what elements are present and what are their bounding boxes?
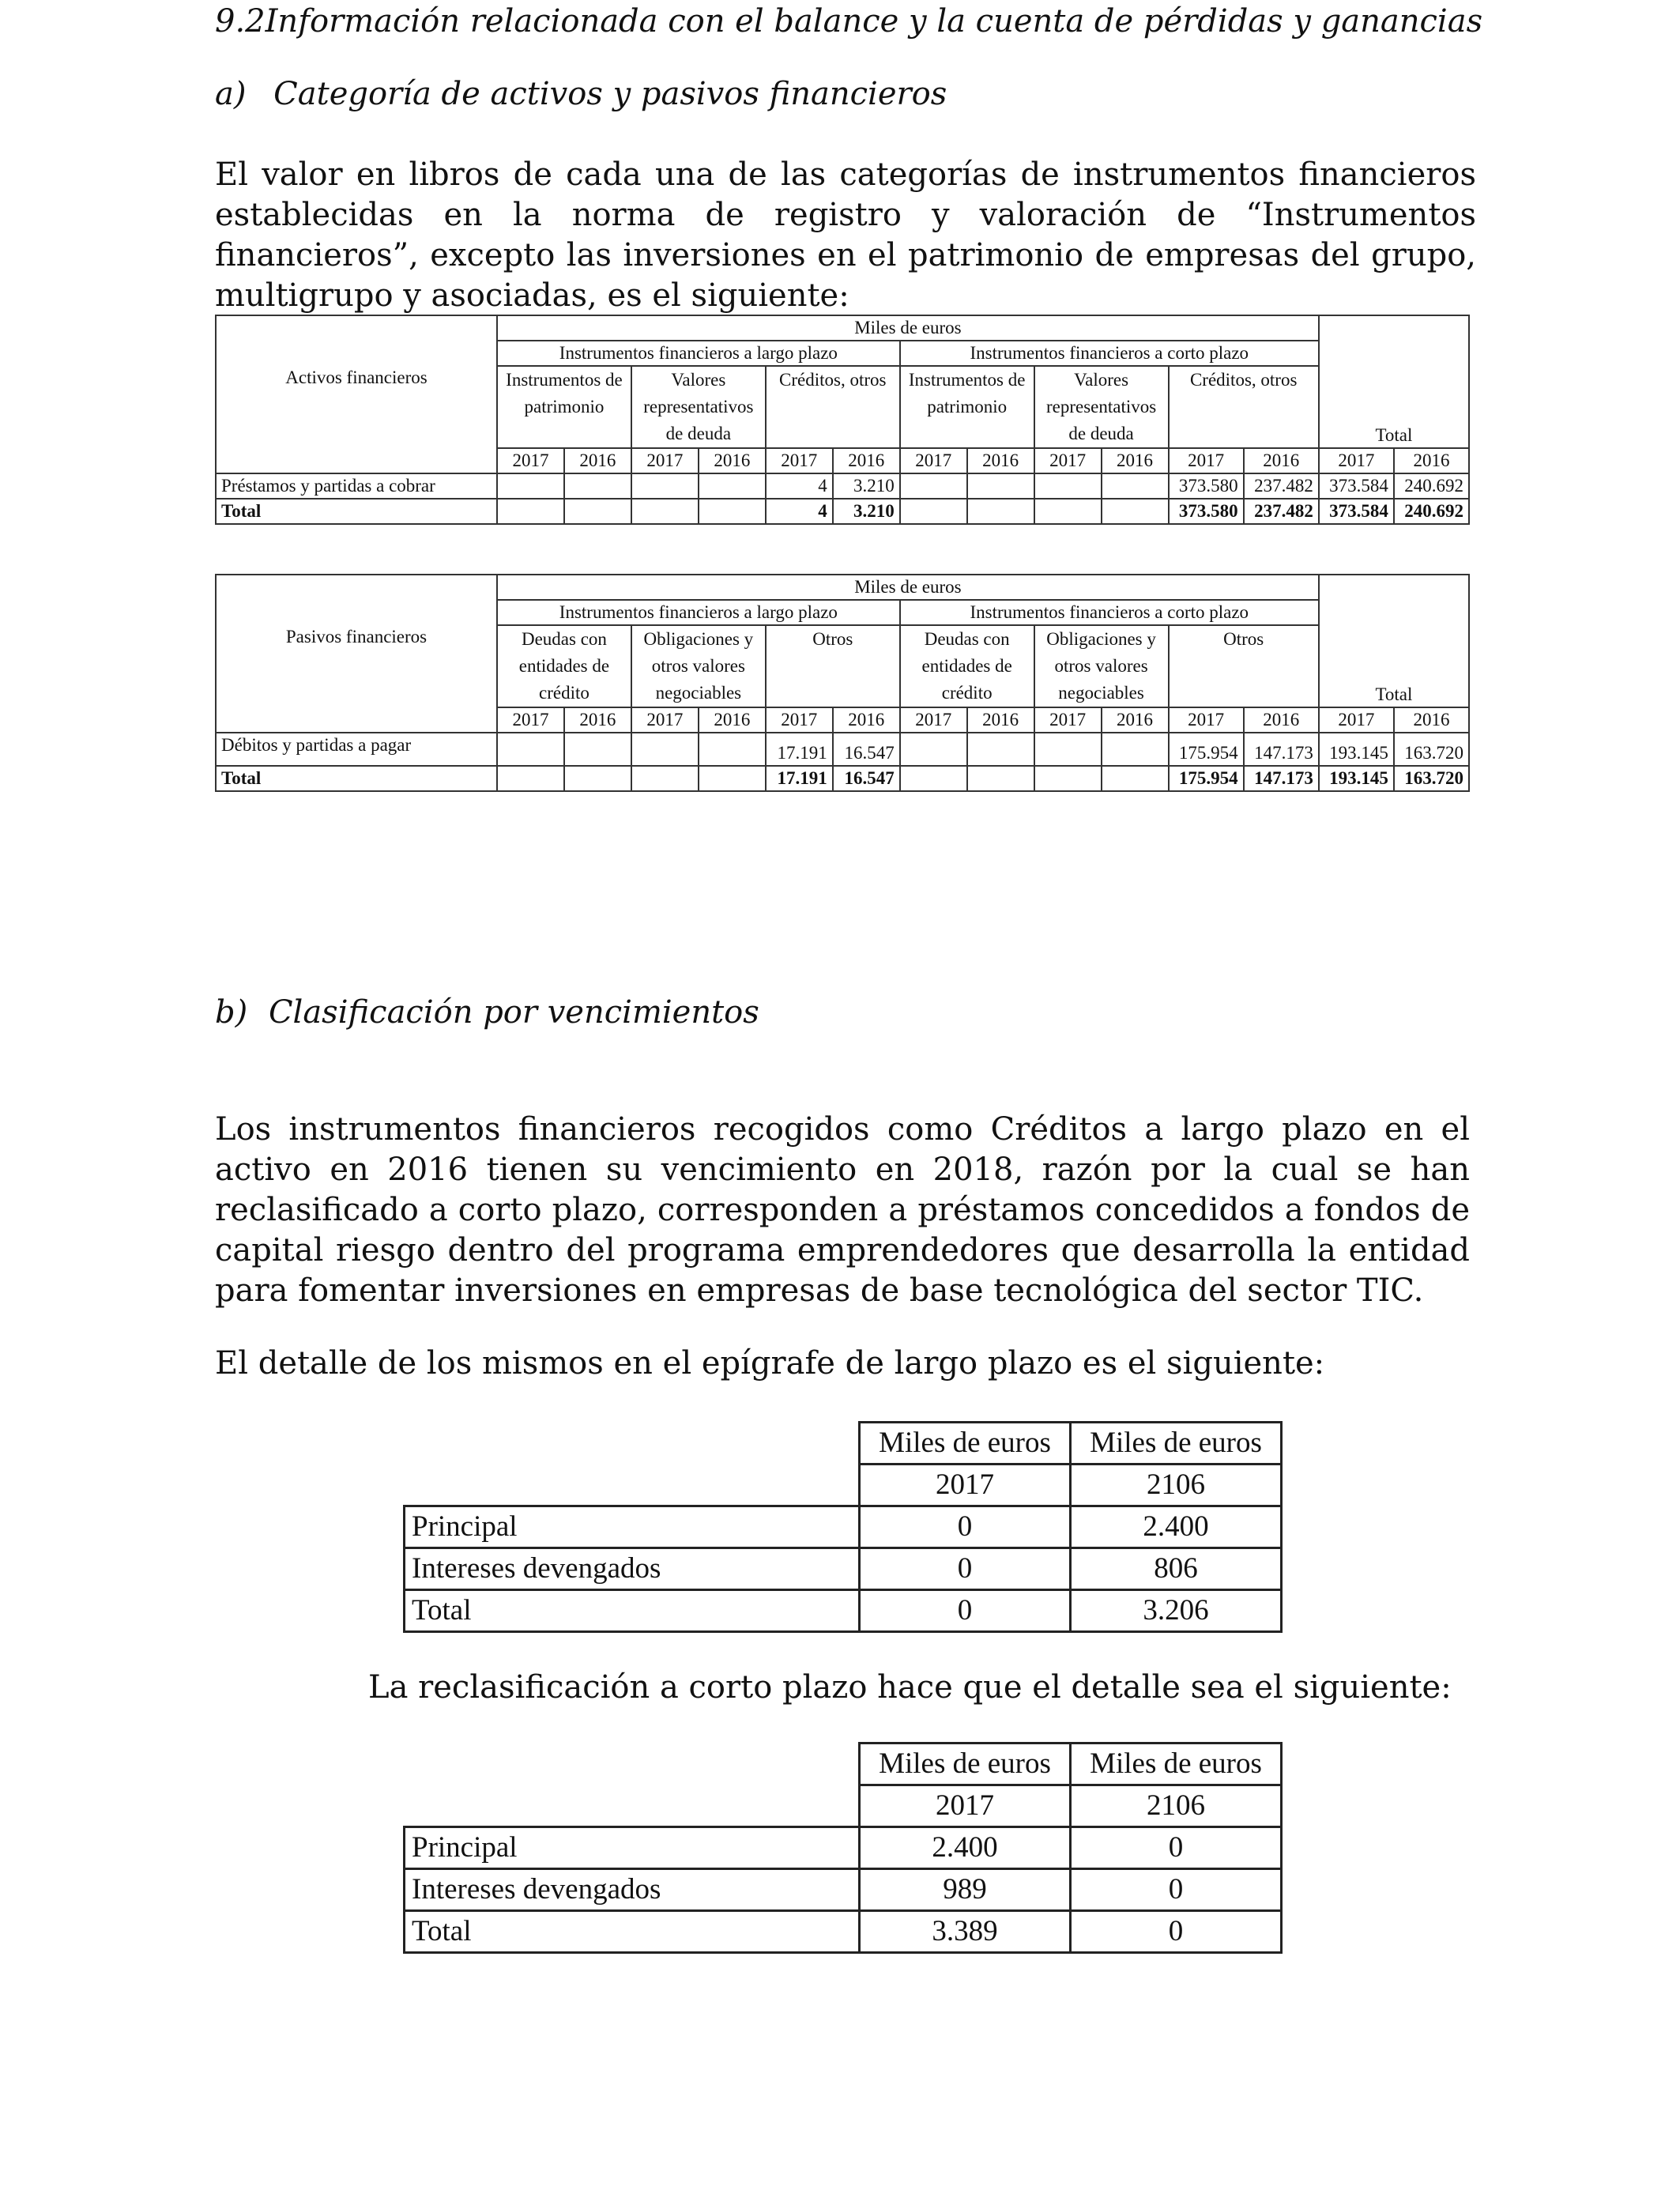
row-label: Intereses devengados	[405, 1869, 860, 1911]
row-label: Principal	[405, 1827, 860, 1869]
table-row: Total 3.389 0	[405, 1911, 1282, 1953]
year-2017: 2017	[900, 707, 967, 733]
pasivos-table	[215, 574, 1470, 792]
detail-long-year-1: 2017	[860, 1465, 1071, 1506]
activos-table	[215, 315, 1470, 525]
year-2017: 2017	[631, 448, 699, 473]
pasivos-row-label: Pasivos financieros	[216, 625, 497, 707]
pasivos-group-long: Instrumentos financieros a largo plazo	[497, 600, 900, 625]
activos-col-6: Créditos, otros	[1169, 366, 1319, 448]
activos-col-5: Valores representativos de deuda	[1034, 366, 1169, 448]
year-2017: 2017	[1034, 448, 1102, 473]
pasivos-col-1: Deudas con entidades de crédito	[497, 625, 631, 707]
year-2016: 2016	[564, 707, 631, 733]
pasivos-col-4: Deudas con entidades de crédito	[900, 625, 1034, 707]
table-row: Total 0 3.206	[405, 1590, 1282, 1632]
pasivos-total-label: Total	[1319, 680, 1469, 707]
row-label: Total	[405, 1590, 860, 1632]
row-label: Principal	[405, 1506, 860, 1548]
pasivos-group-short: Instrumentos financieros a corto plazo	[900, 600, 1319, 625]
subsection-a-text: Categoría de activos y pasivos financieros	[273, 76, 947, 112]
activos-col-3: Créditos, otros	[766, 366, 900, 448]
detail-short-table	[403, 1742, 1283, 1954]
subsection-b-title	[215, 994, 759, 1031]
year-2016: 2016	[1102, 707, 1169, 733]
detail-short-year-1: 2017	[860, 1785, 1071, 1827]
activos-group-long: Instrumentos financieros a largo plazo	[497, 341, 900, 366]
year-2017: 2017	[1319, 707, 1394, 733]
year-2016: 2016	[699, 448, 766, 473]
year-2016: 2016	[967, 707, 1034, 733]
table-row: Débitos y partidas a pagar 17.191 16.547 175.954 147.173 193.145 163.720	[216, 733, 1469, 766]
year-2016: 2016	[967, 448, 1034, 473]
table-row: Intereses devengados 989 0	[405, 1869, 1282, 1911]
row-label: Préstamos y partidas a cobrar	[216, 473, 497, 499]
year-2016: 2016	[1244, 448, 1319, 473]
activos-col-2: Valores representativos de deuda	[631, 366, 766, 448]
subsection-a-letter: a)	[215, 76, 247, 112]
section-title-text: Información relacionada con el balance y la cuenta de pérdidas y ganancias	[265, 3, 1483, 40]
section-title	[215, 3, 1482, 40]
table-row: Principal 0 2.400	[405, 1506, 1282, 1548]
table-row: Total 17.191 16.547 175.954 147.173 193.145 163.720	[216, 766, 1469, 791]
activos-total-label: Total	[1319, 420, 1469, 448]
detail-long-table	[403, 1421, 1283, 1633]
detail-long-header-1: Miles de euros	[860, 1423, 1071, 1465]
year-2016: 2016	[699, 707, 766, 733]
pasivos-col-5: Obligaciones y otros valores negociables	[1034, 625, 1169, 707]
detail-long-year-2: 2106	[1071, 1465, 1282, 1506]
activos-header-top: Miles de euros	[497, 315, 1319, 341]
detail-long-header-2: Miles de euros	[1071, 1423, 1282, 1465]
subsection-b-letter: b)	[215, 994, 248, 1031]
year-2016: 2016	[833, 448, 900, 473]
paragraph-a: El valor en libros de cada una de las categorías de instrumentos financieros establecidas en la norma de registro y valoración de “Instrumentos financieros”, excepto las inversiones en el patrimonio de empresas del grupo, multigrupo y asociadas, es el siguiente:	[215, 156, 1476, 314]
pasivos-col-3: Otros	[766, 625, 900, 707]
activos-col-4: Instrumentos de patrimonio	[900, 366, 1034, 448]
year-2017: 2017	[766, 448, 833, 473]
paragraph-c: El detalle de los mismos en el epígrafe de largo plazo es el siguiente:	[215, 1345, 1325, 1382]
row-label: Total	[405, 1911, 860, 1953]
pasivos-header-top: Miles de euros	[497, 575, 1319, 600]
year-2016: 2016	[833, 707, 900, 733]
detail-short-header-1: Miles de euros	[860, 1744, 1071, 1785]
year-2017: 2017	[1034, 707, 1102, 733]
activos-total-corner	[1319, 315, 1469, 341]
section-number: 9.2	[215, 3, 266, 40]
paragraph-b: Los instrumentos financieros recogidos como Créditos a largo plazo en el activo en 2016 tienen su vencimiento en 2018, razón por la cual se han reclasificado a corto plazo, corresponden a préstamos concedidos a fondos de capital riesgo dentro del programa emprendedores que desarrolla la entidad para fomentar inversiones en empresas de base tecnológica del sector TIC.	[215, 1111, 1470, 1309]
paragraph-d: La reclasificación a corto plazo hace que el detalle sea el siguiente:	[368, 1669, 1452, 1706]
detail-short-header-2: Miles de euros	[1071, 1744, 1282, 1785]
year-2016: 2016	[564, 448, 631, 473]
table-row: Principal 2.400 0	[405, 1827, 1282, 1869]
pasivos-col-2: Obligaciones y otros valores negociables	[631, 625, 766, 707]
activos-col-1: Instrumentos de patrimonio	[497, 366, 631, 448]
table-row: Intereses devengados 0 806	[405, 1548, 1282, 1590]
year-2017: 2017	[766, 707, 833, 733]
row-label: Total	[216, 499, 497, 524]
table-row: Préstamos y partidas a cobrar 4 3.210 373.580 237.482 373.584 240.692	[216, 473, 1469, 499]
year-2017: 2017	[1319, 448, 1394, 473]
table-row: Total 4 3.210 373.580 237.482 373.584 240.692	[216, 499, 1469, 524]
year-2016: 2016	[1244, 707, 1319, 733]
subsection-a-title	[215, 76, 947, 112]
row-label: Intereses devengados	[405, 1548, 860, 1590]
row-label: Total	[216, 766, 497, 791]
year-2017: 2017	[631, 707, 699, 733]
subsection-b-text: Clasificación por vencimientos	[268, 994, 759, 1031]
activos-group-short: Instrumentos financieros a corto plazo	[900, 341, 1319, 366]
pasivos-col-6: Otros	[1169, 625, 1319, 707]
activos-corner	[216, 315, 497, 341]
year-2017: 2017	[900, 448, 967, 473]
year-2016: 2016	[1394, 448, 1469, 473]
activos-row-label: Activos financieros	[216, 366, 497, 448]
year-2016: 2016	[1102, 448, 1169, 473]
row-label: Débitos y partidas a pagar	[216, 733, 497, 766]
year-2017: 2017	[497, 448, 564, 473]
pasivos-total-corner	[1319, 575, 1469, 600]
year-2016: 2016	[1394, 707, 1469, 733]
pasivos-corner	[216, 575, 497, 600]
year-2017: 2017	[1169, 707, 1244, 733]
detail-short-year-2: 2106	[1071, 1785, 1282, 1827]
year-2017: 2017	[1169, 448, 1244, 473]
year-2017: 2017	[497, 707, 564, 733]
